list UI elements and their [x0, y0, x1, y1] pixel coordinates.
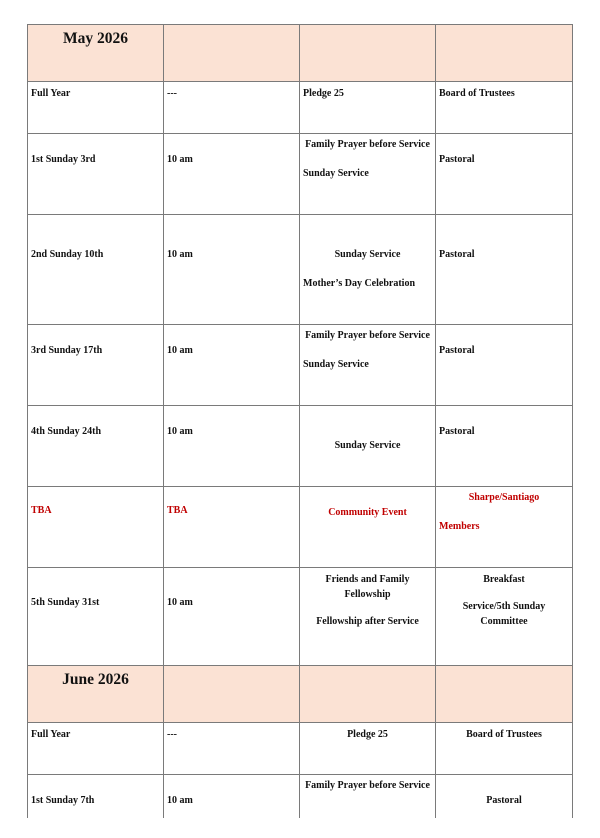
event-cell: Pledge 25 [300, 82, 436, 134]
header-cell [300, 25, 436, 82]
when-cell: 1st Sunday 3rd [28, 134, 164, 215]
header-cell [300, 666, 436, 723]
when-cell: 4th Sunday 24th [28, 406, 164, 487]
when-cell: 5th Sunday 31st [28, 568, 164, 666]
when-cell: Full Year [28, 723, 164, 775]
time-cell: 10 am [164, 568, 300, 666]
header-cell [164, 666, 300, 723]
event-cell: Friends and Family Fellowship Fellowship after Service [300, 568, 436, 666]
responsible-cell: Board of Trustees [436, 82, 573, 134]
schedule-table [27, 24, 573, 835]
time-cell: 10 am [164, 325, 300, 406]
when-cell: 2nd Sunday 10th [28, 215, 164, 325]
table-row [28, 134, 573, 215]
month-header-row [28, 666, 573, 723]
responsible-cell: Board of Trustees [436, 723, 573, 775]
time-cell: 10 am [164, 134, 300, 215]
responsible-cell: Pastoral [436, 406, 573, 487]
table-row [28, 487, 573, 568]
time-cell: 10 am [164, 215, 300, 325]
time-cell: 10 am [164, 406, 300, 487]
responsible-cell: Breakfast Service/5th Sunday Committee [436, 568, 573, 666]
header-cell [164, 25, 300, 82]
event-cell: Family Prayer before Service Sunday Service [300, 134, 436, 215]
page-bottom-mask [0, 818, 600, 838]
event-cell: Community Event [300, 487, 436, 568]
event-cell: Sunday Service Mother’s Day Celebration [300, 215, 436, 325]
table-row [28, 215, 573, 325]
table-row [28, 568, 573, 666]
when-cell: 1st Sunday 7th [28, 775, 164, 835]
table-row [28, 325, 573, 406]
month-title: June 2026 [28, 666, 164, 723]
responsible-cell: Pastoral [436, 325, 573, 406]
event-cell: Sunday Service [300, 406, 436, 487]
month-header-row [28, 25, 573, 82]
event-cell: Pledge 25 [300, 723, 436, 775]
time-cell: 10 am [164, 775, 300, 835]
event-cell: Family Prayer before Service [300, 775, 436, 835]
time-cell: TBA [164, 487, 300, 568]
table-row [28, 406, 573, 487]
header-cell [436, 666, 573, 723]
table-row [28, 82, 573, 134]
time-cell: --- [164, 82, 300, 134]
event-cell: Family Prayer before Service Sunday Service [300, 325, 436, 406]
responsible-cell: Pastoral [436, 775, 573, 835]
responsible-cell: Sharpe/Santiago Members [436, 487, 573, 568]
when-cell: Full Year [28, 82, 164, 134]
when-cell: 3rd Sunday 17th [28, 325, 164, 406]
table-row [28, 723, 573, 775]
responsible-cell: Pastoral [436, 215, 573, 325]
when-cell: TBA [28, 487, 164, 568]
time-cell: --- [164, 723, 300, 775]
header-cell [436, 25, 573, 82]
responsible-cell: Pastoral [436, 134, 573, 215]
month-title: May 2026 [28, 25, 164, 82]
